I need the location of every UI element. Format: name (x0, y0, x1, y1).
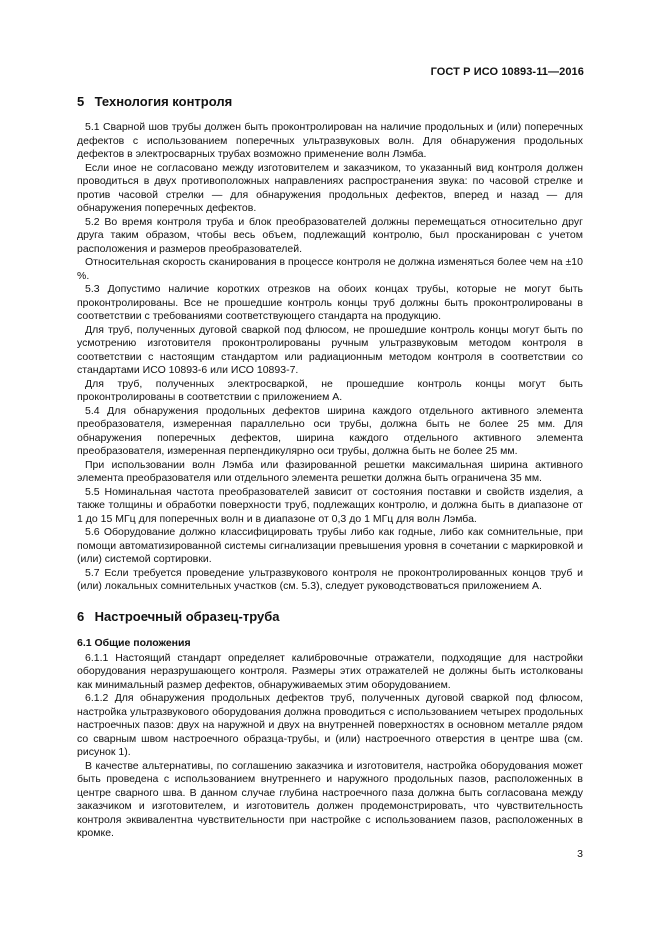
section-6-title: Настроечный образец-труба (94, 608, 280, 624)
paragraph: 5.7 Если требуется проведение ультразвукового контроля не проконтролированных концов труб и (или) локальных сомнительных участков (см. 5.3), следует руководствоваться приложением А. (77, 566, 583, 592)
subsection-6-1-heading: 6.1 Общие положения (77, 636, 191, 649)
paragraph: 6.1.2 Для обнаружения продольных дефектов труб, полученных дуговой сваркой под флюсом, настройка ультразвукового оборудования должна проводиться с использованием четырех продольных настроечных пазов: двух на наружной и двух на внутренней поверхностях в основном металле рядом со сварным швом настроечного образца-трубы, и (или) настроечного отверстия в центре шва (см. рисунок 1). (77, 692, 583, 758)
paragraph: Относительная скорость сканирования в процессе контроля не должна изменяться более чем на ±10 %. (77, 256, 583, 282)
section-5-number: 5 (77, 94, 85, 109)
paragraph: Для труб, полученных дуговой сваркой под флюсом, не прошедшие контроль концы могут быть по усмотрению изготовителя проконтролированы ручным ультразвуковым методом контроля в соответствии с настоящим стандартом или радиационным методом контроля в соответствии со стандартами ИСО 10893-6 или ИСО 10893-7. (77, 323, 583, 376)
paragraph: 5.4 Для обнаружения продольных дефектов ширина каждого отдельного активного элемента преобразователя, измеренная параллельно оси трубы, должна быть не более 25 мм. Для обнаружения поперечных дефектов, ширина каждого отдельного активного элемента преобразователя, измеренная перпендикулярно оси трубы, должна быть не более 25 мм. (77, 404, 583, 457)
section-6-number: 6 (77, 608, 85, 624)
paragraph: 5.5 Номинальная частота преобразователей зависит от состояния поставки и свойств изделия, а также толщины и обработки поверхности труб, подлежащих контролю, и должна быть в диапазоне от 1 до 15 МГц для поперечных волн и в диапазоне от 0,3 до 1 МГц для волн Лэмба. (77, 485, 583, 525)
page-content (77, 94, 583, 841)
paragraph: 5.1 Сварной шов трубы должен быть проконтролирован на наличие продольных и (или) поперечных дефектов с использованием поперечных ультразвуковых волн. Для обнаружения продольных дефектов в электросварных трубах возможно применение волн Лэмба. (77, 121, 583, 160)
page-number: 3 (577, 848, 583, 860)
paragraph: Если иное не согласовано между изготовителем и заказчиком, то указанный вид контроля должен проводиться в двух противоположных направлениях распространения звука: по часовой стрелке и против часовой стрелки — для обнаружения продольных дефектов, вперед и назад — для обнаружения поперечных дефектов. (77, 161, 583, 214)
section-5-title: Технология контроля (94, 94, 233, 109)
paragraph: 5.3 Допустимо наличие коротких отрезков на обоих концах трубы, которые не могут быть проконтролированы. Все не прошедшие контроль концы труб должны быть проконтролированы в соответствии с требованиями соответствующего стандарта на продукцию. (77, 283, 583, 322)
paragraph: В качестве альтернативы, по соглашению заказчика и изготовителя, настройка оборудования может быть проведена с использованием внутреннего и наружного продольных пазов, расположенных в центре сварного шва. В данном случае глубина настроечного паза должна быть согласована между заказчиком и изготовителем, и изготовитель должен продемонстрировать, что чувствительность контроля эквивалентна чувствительности при настройке с использованием пазов, расположенных в кромке. (77, 759, 583, 839)
paragraph: При использовании волн Лэмба или фазированной решетки максимальная ширина активного элемента преобразователя или отдельного элемента решетки должна быть ограничена 35 мм. (77, 458, 583, 484)
paragraph: 6.1.1 Настоящий стандарт определяет калибровочные отражатели, подходящие для настройки оборудования неразрушающего контроля. Размеры этих отражателей не должны быть истолкованы как минимальный размер дефектов, обнаруживаемых этим оборудованием. (77, 651, 583, 691)
section-5-heading (77, 94, 583, 109)
paragraph: 5.6 Оборудование должно классифицировать трубы либо как годные, либо как сомнительные, при помощи автоматизированной системы сигнализации превышения уровня в сочетании с маркировкой и (или) системой сортировки. (77, 526, 583, 565)
paragraph: 5.2 Во время контроля труба и блок преобразователей должны перемещаться относительно друг друга таким образом, чтобы весь объем, подлежащий контролю, был просканирован с учетом расположения и размеров преобразователей. (77, 215, 583, 255)
section-6-heading (77, 609, 583, 624)
document-code: ГОСТ Р ИСО 10893-11—2016 (430, 66, 584, 78)
paragraph: Для труб, полученных электросваркой, не прошедшие контроль концы могут быть проконтролированы в соответствии с приложением А. (77, 377, 583, 403)
